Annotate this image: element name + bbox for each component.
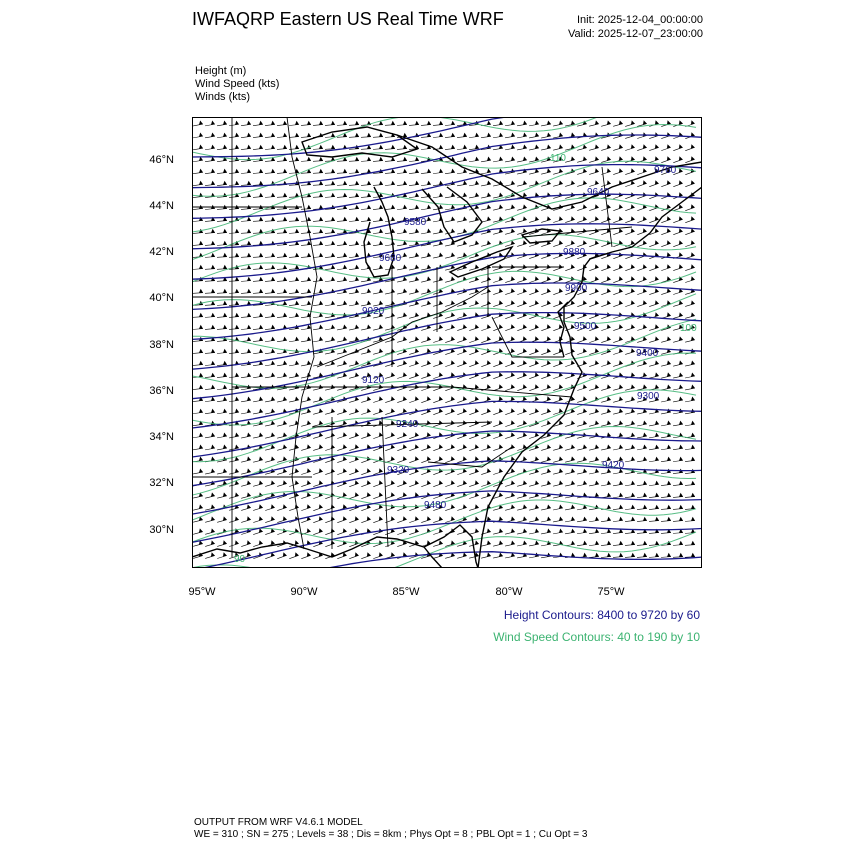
map-title: IWFAQRP Eastern US Real Time WRF: [192, 9, 504, 29]
height-units: Height (m): [195, 65, 247, 77]
wind-contour-label: 110: [550, 153, 566, 164]
height-contour-label: 9880: [563, 247, 586, 258]
height-contour-label: 9580: [404, 217, 427, 228]
height-contour-label: 9020: [362, 306, 385, 317]
height-contour-label: 9640: [587, 187, 610, 198]
height-contour-label: 9240: [396, 419, 419, 430]
height-contour-label: 9300: [637, 391, 660, 402]
height-contour-label: 9120: [362, 375, 385, 386]
wind-contour-label: 90: [234, 554, 246, 565]
wind-speed-units: Wind Speed (kts): [195, 78, 280, 90]
lat-label-42: 42°N: [149, 246, 174, 258]
height-contour-info: Height Contours: 8400 to 9720 by 60: [503, 608, 700, 622]
lon-label-75: 75°W: [597, 586, 625, 598]
height-contour-label: 9400: [636, 348, 659, 359]
height-contour-label: 9500: [574, 321, 597, 332]
units-legend: [195, 65, 279, 104]
wrf-map: [192, 117, 702, 568]
lat-label-40: 40°N: [149, 292, 174, 304]
lat-label-38: 38°N: [149, 339, 174, 351]
footer-line-2: WE = 310 ; SN = 275 ; Levels = 38 ; Dis = 8km ; Phys Opt = 8 ; PBL Opt = 1 ; Cu Opt = 3: [194, 829, 588, 840]
height-contour-label: 9320: [387, 465, 410, 476]
lat-label-36: 36°N: [149, 385, 174, 397]
wind-contour-info: Wind Speed Contours: 40 to 190 by 10: [493, 630, 700, 644]
time-info: [568, 13, 703, 41]
wind-contour-label: 100: [680, 323, 697, 334]
lat-label-44: 44°N: [149, 200, 174, 212]
lat-label-46: 46°N: [149, 154, 174, 166]
height-contour-label: 9760: [654, 165, 677, 176]
height-contour-label: 9480: [424, 500, 447, 511]
lon-label-80: 80°W: [495, 586, 523, 598]
height-contour-label: 9680: [379, 253, 402, 264]
init-time: Init: 2025-12-04_00:00:00: [577, 14, 703, 26]
footer-line-1: OUTPUT FROM WRF V4.6.1 MODEL: [194, 817, 363, 828]
lon-label-90: 90°W: [290, 586, 318, 598]
valid-time: Valid: 2025-12-07_23:00:00: [568, 28, 703, 40]
lat-label-32: 32°N: [149, 477, 174, 489]
height-contour-label: 9420: [602, 460, 625, 471]
lat-label-30: 30°N: [149, 524, 174, 536]
lon-label-95: 95°W: [188, 586, 216, 598]
lat-label-34: 34°N: [149, 431, 174, 443]
height-contour-label: 9900: [565, 283, 588, 294]
winds-units: Winds (kts): [195, 91, 250, 103]
lon-label-85: 85°W: [392, 586, 420, 598]
model-footer: [194, 817, 587, 841]
